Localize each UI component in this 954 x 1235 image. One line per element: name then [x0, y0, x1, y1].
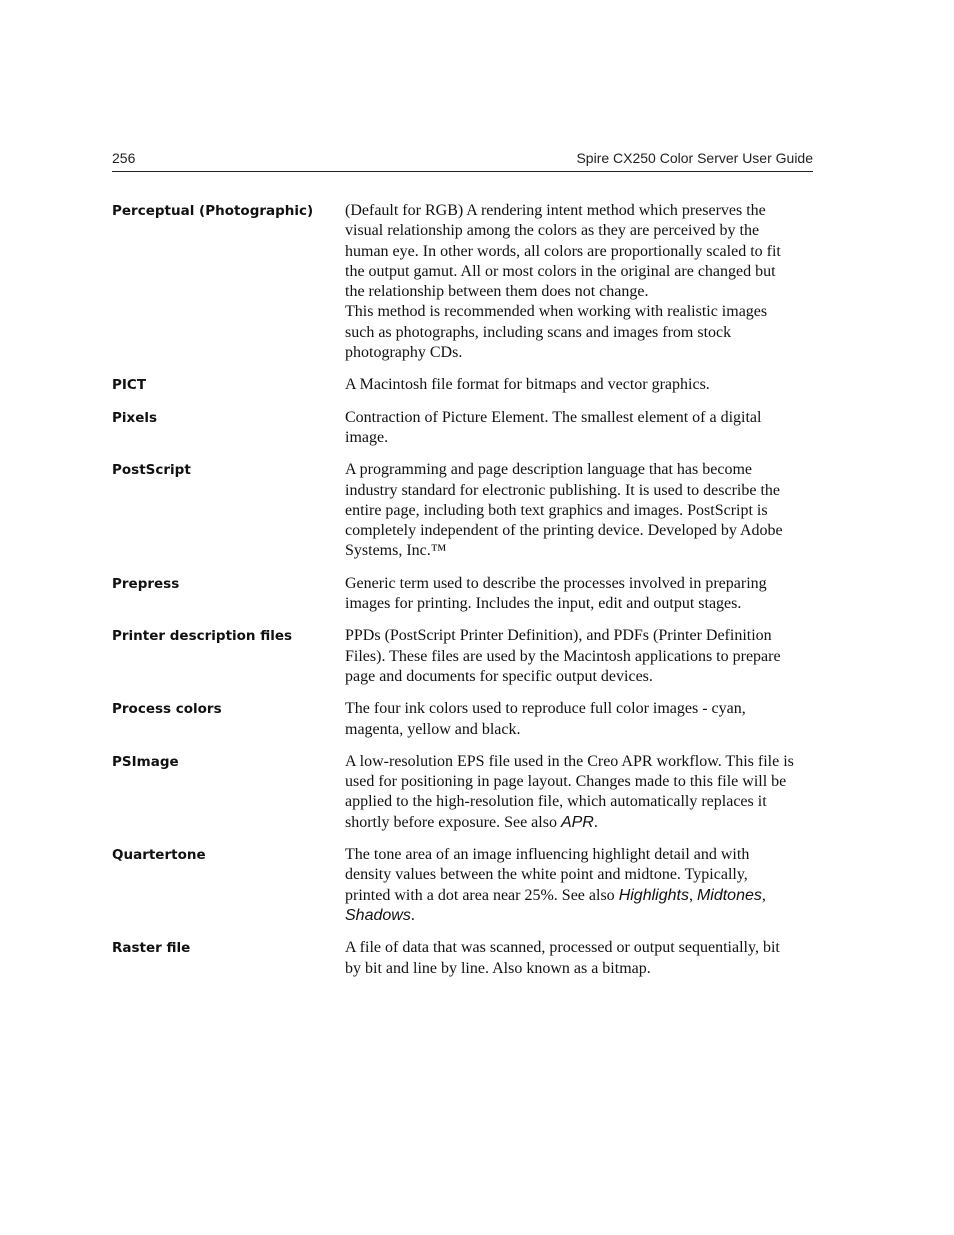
- definition-line: page and documents for specific output devices.: [345, 667, 653, 685]
- definition-line: The four ink colors used to reproduce full color images - cyan,: [345, 700, 746, 718]
- glossary-entry-process-colors: [112, 699, 814, 740]
- glossary-term: Perceptual (Photographic): [112, 203, 314, 219]
- glossary-entry-prepress: [112, 574, 814, 615]
- glossary-definition: [345, 201, 814, 363]
- glossary-term: PostScript: [112, 462, 191, 479]
- definition-line: by bit and line by line. Also known as a bitmap.: [345, 959, 651, 977]
- definition-line: Generic term used to describe the processes involved in preparing: [345, 574, 767, 592]
- definition-line: A programming and page description language that has become: [345, 461, 752, 479]
- definition-line: A file of data that was scanned, processed or output sequentially, bit: [345, 939, 780, 957]
- definition-line: human eye. In other words, all colors are proportionally scaled to fit: [345, 242, 781, 260]
- definition-text: printed with a dot area near 25%. See also: [345, 886, 619, 904]
- definition-line: The tone area of an image influencing highlight detail and with: [345, 846, 750, 864]
- definition-line: entire page, including both text graphics and images. PostScript is: [345, 501, 768, 519]
- definition-line: Systems, Inc.™: [345, 542, 447, 560]
- glossary-list: [112, 201, 814, 991]
- glossary-term: Pixels: [112, 409, 158, 426]
- glossary-term: Quartertone: [112, 847, 206, 864]
- definition-line: Contraction of Picture Element. The smallest element of a digital: [345, 408, 762, 426]
- glossary-definition: [345, 938, 814, 979]
- definition-line: magenta, yellow and black.: [345, 720, 521, 738]
- cross-reference-link[interactable]: Shadows: [345, 906, 411, 924]
- glossary-definition: [345, 626, 814, 687]
- definition-line: applied to the high-resolution file, which automatically replaces it: [345, 793, 767, 811]
- glossary-entry-printer-description-files: [112, 626, 814, 687]
- glossary-entry-pixels: [112, 408, 814, 449]
- definition-line: PPDs (PostScript Printer Definition), and PDFs (Printer Definition: [345, 627, 772, 645]
- definition-line: the output gamut. All or most colors in the original are changed but: [345, 262, 776, 280]
- definition-text: ,: [688, 886, 697, 904]
- glossary-term: Process colors: [112, 701, 222, 718]
- definition-line: [345, 906, 814, 926]
- definition-text: .: [410, 906, 415, 924]
- glossary-definition: [345, 699, 814, 740]
- definition-line: such as photographs, including scans and images from stock: [345, 323, 732, 341]
- glossary-entry-pict: [112, 375, 814, 395]
- page-number: 256: [112, 150, 136, 166]
- cross-reference-link[interactable]: Midtones: [696, 886, 762, 904]
- definition-text: .: [593, 813, 598, 831]
- definition-line: [345, 813, 814, 833]
- glossary-definition: [345, 460, 814, 561]
- glossary-definition: [345, 375, 814, 395]
- glossary-term: PSImage: [112, 753, 179, 770]
- glossary-term: Raster file: [112, 940, 191, 957]
- definition-text: ,: [761, 886, 766, 904]
- definition-line: completely independent of the printing device. Developed by Adobe: [345, 522, 783, 540]
- glossary-entry-psimage: [112, 752, 814, 833]
- definition-line: This method is recommended when working with realistic images: [345, 303, 768, 321]
- definition-line: visual relationship among the colors as they are perceived by the: [345, 222, 760, 240]
- definition-line: the relationship between them does not change.: [345, 283, 649, 301]
- glossary-definition: [345, 845, 814, 926]
- glossary-entry-raster-file: [112, 938, 814, 979]
- glossary-entry-postscript: [112, 460, 814, 561]
- page-header: [112, 148, 813, 172]
- cross-reference-link[interactable]: Highlights: [618, 886, 689, 904]
- definition-line: density values between the white point and midtone. Typically,: [345, 866, 748, 884]
- definition-text: shortly before exposure. See also: [345, 813, 561, 831]
- glossary-term: PICT: [112, 377, 147, 394]
- cross-reference-link[interactable]: APR: [560, 813, 594, 831]
- definition-line: (Default for RGB) A rendering intent method which preserves the: [345, 202, 766, 219]
- glossary-entry-quartertone: [112, 845, 814, 926]
- definition-line: used for positioning in page layout. Changes made to this file will be: [345, 773, 787, 791]
- definition-line: industry standard for electronic publishing. It is used to describe the: [345, 481, 781, 499]
- glossary-term: Printer description files: [112, 628, 293, 645]
- guide-title: Spire CX250 Color Server User Guide: [576, 150, 813, 166]
- definition-line: [345, 886, 814, 906]
- definition-line: A low-resolution EPS file used in the Creo APR workflow. This file is: [345, 752, 794, 770]
- glossary-term: Prepress: [112, 575, 180, 592]
- definition-line: Files). These files are used by the Macintosh applications to prepare: [345, 647, 781, 665]
- glossary-definition: [345, 408, 814, 449]
- glossary-definition: [345, 752, 814, 833]
- definition-line: A Macintosh file format for bitmaps and vector graphics.: [345, 376, 710, 394]
- glossary-definition: [345, 574, 814, 615]
- glossary-entry-perceptual: [112, 201, 814, 363]
- definition-line: photography CDs.: [345, 344, 463, 362]
- definition-line: image.: [345, 428, 389, 446]
- definition-line: images for printing. Includes the input, edit and output stages.: [345, 595, 742, 613]
